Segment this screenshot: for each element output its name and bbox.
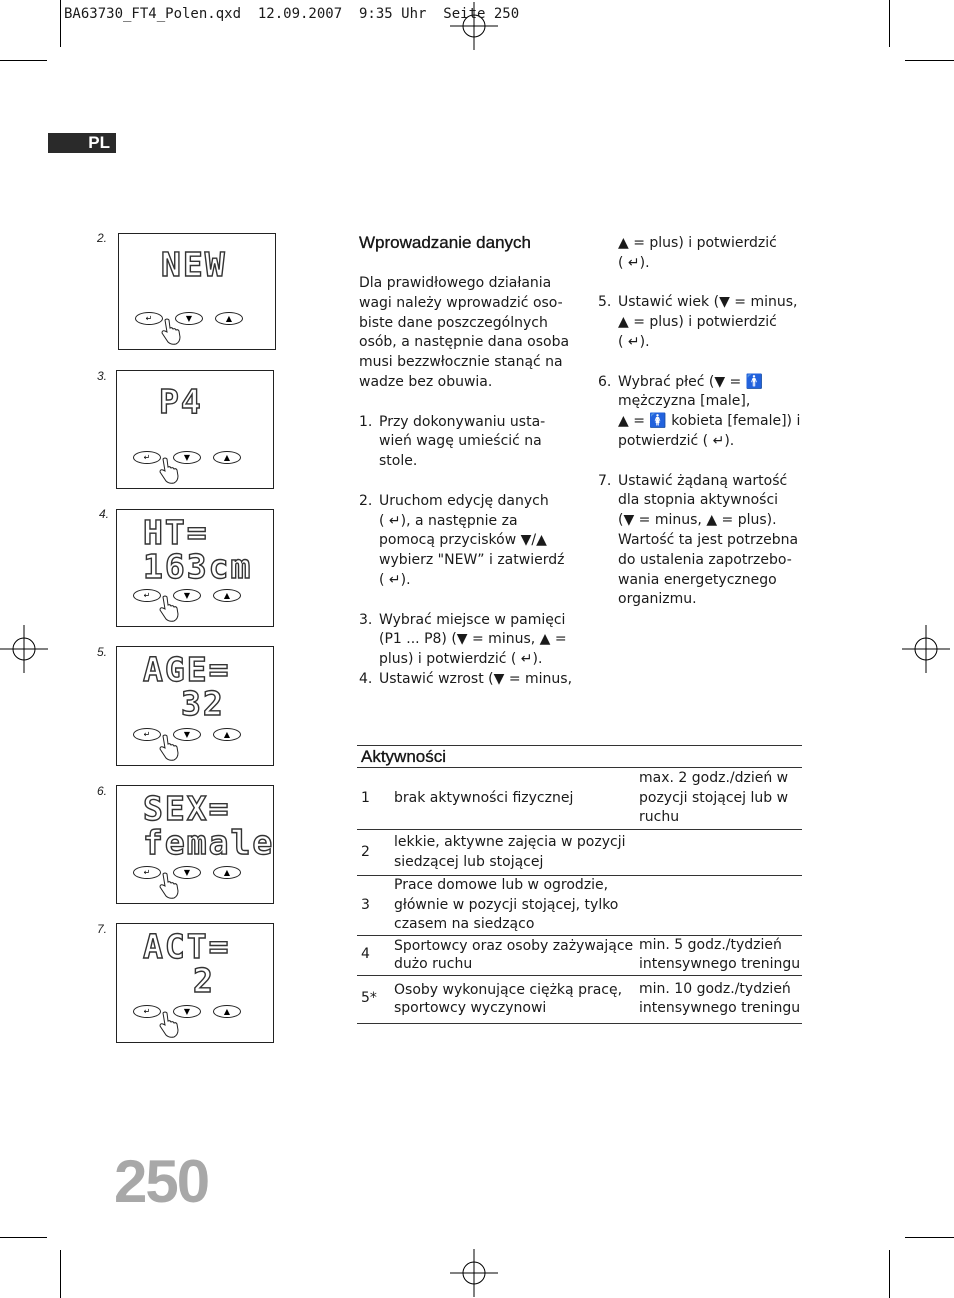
down-button[interactable]: ▼ bbox=[173, 866, 201, 879]
list-item: 5. Ustawić wiek (▼ = minus, ▲ = plus) i potwierdzić ( ↵). bbox=[598, 294, 798, 350]
down-button[interactable]: ▼ bbox=[173, 589, 201, 602]
step-number: 5. bbox=[97, 645, 108, 659]
display-text: AGE= 32 bbox=[143, 650, 231, 723]
display-text: P4 bbox=[159, 382, 203, 421]
table-row: 3 Prace domowe lub w ogrodzie, głównie w pozycji stojącej, tylko czasem na siedząco bbox=[357, 876, 802, 936]
crop-mark bbox=[0, 60, 47, 61]
table-title: Aktywności bbox=[361, 746, 447, 766]
crop-mark bbox=[889, 1250, 890, 1298]
up-button[interactable]: ▲ bbox=[213, 866, 241, 879]
display-buttons bbox=[133, 451, 243, 465]
page-number: 250 bbox=[114, 1148, 209, 1215]
table-row: 5* Osoby wykonujące ciężką pracę, sportowcy wyczynowi min. 10 godz./tydzień intensywnego treningu bbox=[357, 975, 802, 1023]
list-item-continued: ▲ = plus) i potwierdzić ( ↵). bbox=[618, 235, 777, 271]
activity-table bbox=[357, 745, 802, 1024]
up-button[interactable]: ▲ bbox=[213, 1005, 241, 1018]
crop-mark bbox=[889, 0, 890, 47]
display-buttons bbox=[133, 1005, 243, 1019]
down-button[interactable]: ▼ bbox=[173, 451, 201, 464]
pointing-hand-icon bbox=[159, 318, 183, 346]
enter-button[interactable]: ↵ bbox=[133, 589, 161, 602]
pointing-hand-icon bbox=[157, 595, 181, 623]
enter-button[interactable]: ↵ bbox=[133, 451, 161, 464]
scale-display bbox=[116, 923, 274, 1043]
scale-display bbox=[116, 509, 274, 627]
list-item: 4. Ustawić wzrost (▼ = minus, bbox=[359, 670, 573, 687]
up-button[interactable]: ▲ bbox=[215, 312, 243, 325]
step-number: 6. bbox=[97, 784, 108, 798]
instructions-col2 bbox=[598, 234, 808, 610]
display-buttons bbox=[135, 312, 245, 326]
list-item: 1. Przy dokonywaniu usta- wień wagę umieścić na stole. bbox=[359, 413, 546, 470]
down-button[interactable]: ▼ bbox=[175, 312, 203, 325]
display-buttons bbox=[133, 728, 243, 742]
pointing-hand-icon bbox=[157, 1011, 181, 1039]
down-button[interactable]: ▼ bbox=[173, 1005, 201, 1018]
display-buttons bbox=[133, 866, 243, 880]
pointing-hand-icon bbox=[157, 734, 181, 762]
display-text: SEX= female bbox=[143, 789, 275, 862]
step-number: 2. bbox=[97, 231, 108, 245]
registration-mark bbox=[0, 625, 48, 673]
instructions-col1 bbox=[359, 274, 584, 690]
display-buttons bbox=[133, 589, 243, 603]
crop-mark bbox=[905, 60, 954, 61]
enter-button[interactable]: ↵ bbox=[135, 312, 163, 325]
down-button[interactable]: ▼ bbox=[173, 728, 201, 741]
table-row: 4 Sportowcy oraz osoby zażywające dużo ruchu min. 5 godz./tydzień intensywnego treningu bbox=[357, 935, 802, 975]
list-item: 7. Ustawić żądaną wartość dla stopnia aktywności (▼ = minus, ▲ = plus). Wartość ta jest potrzebna do ustalenia zapotrzebo- wania energetycznego organizmu. bbox=[598, 472, 799, 608]
scale-display bbox=[116, 785, 274, 904]
display-text: NEW bbox=[161, 245, 227, 284]
step-number: 3. bbox=[97, 369, 108, 383]
table-row: 2 lekkie, aktywne zajęcia w pozycji siedzącej lub stojącej bbox=[357, 830, 802, 876]
registration-mark bbox=[902, 625, 950, 673]
enter-button[interactable]: ↵ bbox=[133, 1005, 161, 1018]
list-item: 3. Wybrać miejsce w pamięci (P1 ... P8) (▼ = minus, ▲ = plus) i potwierdzić ( ↵). bbox=[359, 611, 567, 668]
registration-mark bbox=[450, 1249, 498, 1297]
file-header: BA63730_FT4_Polen.qxd 12.09.2007 9:35 Uhr Seite 250 bbox=[64, 6, 520, 22]
list-item: 2. Uruchom edycję danych ( ↵), a następnie za pomocą przycisków ▼/▲ wybierz "NEW” i zatwierdź ( ↵). bbox=[359, 492, 565, 588]
crop-mark bbox=[60, 1250, 61, 1298]
step-number: 7. bbox=[97, 922, 108, 936]
up-button[interactable]: ▲ bbox=[213, 589, 241, 602]
pointing-hand-icon bbox=[157, 457, 181, 485]
language-badge: PL bbox=[48, 133, 116, 153]
crop-mark bbox=[0, 1237, 47, 1238]
scale-display bbox=[116, 370, 274, 489]
table-row: 1 brak aktywności fizycznej max. 2 godz./dzień w pozycji stojącej lub w ruchu bbox=[357, 768, 802, 830]
scale-display bbox=[116, 646, 274, 766]
pointing-hand-icon bbox=[157, 872, 181, 900]
display-text: HT= 163cm bbox=[143, 513, 253, 586]
enter-button[interactable]: ↵ bbox=[133, 728, 161, 741]
crop-mark bbox=[905, 1237, 954, 1238]
up-button[interactable]: ▲ bbox=[213, 451, 241, 464]
section-title: Wprowadzanie danych bbox=[359, 233, 531, 252]
crop-mark bbox=[60, 0, 61, 47]
step-number: 4. bbox=[99, 507, 110, 521]
scale-display bbox=[118, 233, 276, 350]
list-item: 6. Wybrać płeć (▼ = 🚹 mężczyzna [male], ▲ = 🚺 kobieta [female]) i potwierdzić ( ↵). bbox=[598, 373, 801, 449]
display-text: ACT= 2 bbox=[143, 927, 231, 1000]
enter-button[interactable]: ↵ bbox=[133, 866, 161, 879]
up-button[interactable]: ▲ bbox=[213, 728, 241, 741]
intro-paragraph: Dla prawidłowego działania wagi należy wprowadzić oso- biste dane poszczególnych osób, a następnie dana osoba musi bezzwłocznie stanąć na wadze bez obuwia. bbox=[359, 275, 570, 390]
